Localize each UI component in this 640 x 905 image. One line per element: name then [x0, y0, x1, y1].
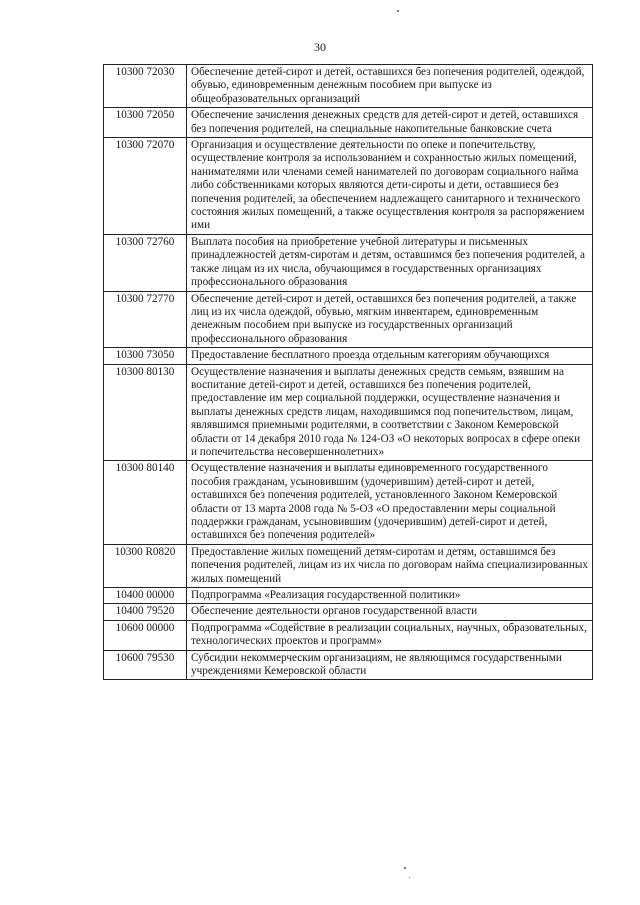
row-code: 10300 72050 [104, 108, 187, 138]
table-row [104, 108, 593, 138]
table-row [104, 588, 593, 604]
table-row [104, 348, 593, 364]
row-code: 10300 72770 [104, 291, 187, 348]
scan-speck [409, 877, 410, 878]
row-description: Выплата пособия на приобретение учебной литературы и письменных принадлежностей детям-сиротам и детям, оставшимся без попечения родителей, а также лицам из их числа, обучающимся в государственных организациях профессионального образования [187, 234, 593, 291]
table-row [104, 138, 593, 235]
row-description: Предоставление жилых помещений детям-сиротам и детям, оставшимся без попечения родителей, лицам из их числа по договорам найма специализированных жилых помещений [187, 544, 593, 587]
table-row [104, 461, 593, 544]
scan-speck [397, 10, 399, 12]
table-row [104, 650, 593, 680]
row-code: 10300 72760 [104, 234, 187, 291]
scan-speck [404, 867, 406, 869]
table-row [104, 234, 593, 291]
row-description: Обеспечение деятельности органов государственной власти [187, 604, 593, 620]
row-code: 10300 72030 [104, 65, 187, 108]
row-code: 10300 R0820 [104, 544, 187, 587]
row-code: 10400 79520 [104, 604, 187, 620]
table-row [104, 620, 593, 650]
row-description: Обеспечение зачисления денежных средств для детей-сирот и детей, оставшихся без попечения родителей, на специальные накопительные банковские счета [187, 108, 593, 138]
row-description: Подпрограмма «Содействие в реализации социальных, научных, образовательных, технологических проектов и программ» [187, 620, 593, 650]
row-code: 10300 80130 [104, 364, 187, 461]
row-description: Обеспечение детей-сирот и детей, оставшихся без попечения родителей, одеждой, обувью, единовременным денежным пособием при выпуске из общеобразовательных организаций [187, 65, 593, 108]
page-number: 30 [314, 40, 326, 54]
row-code: 10600 79530 [104, 650, 187, 680]
row-description: Субсидии некоммерческим организациям, не являющимся государственными учреждениями Кемеровской области [187, 650, 593, 680]
row-description: Подпрограмма «Реализация государственной политики» [187, 588, 593, 604]
row-description: Обеспечение детей-сирот и детей, оставшихся без попечения родителей, а также лиц из их числа одеждой, обувью, мягким инвентарем, единовременным денежным пособием при выпуске из государственных организаций профессионального образования [187, 291, 593, 348]
row-code: 10600 00000 [104, 620, 187, 650]
table-row [104, 544, 593, 587]
row-description: Осуществление назначения и выплаты единовременного государственного пособия гражданам, усыновившим (удочерившим) детей-сирот и детей, оставшихся без попечения родителей, установленного Законом Кемеровской области от 13 марта 2008 года № 5-ОЗ «О предоставлении меры социальной поддержки гражданам, усыновившим (удочерившим) детей-сирот и детей, оставшихся без попечения родителей» [187, 461, 593, 544]
row-description: Предоставление бесплатного проезда отдельным категориям обучающихся [187, 348, 593, 364]
table-row [104, 364, 593, 461]
table-row [104, 65, 593, 108]
budget-classification-table [103, 64, 593, 680]
table-row [104, 291, 593, 348]
table-row [104, 604, 593, 620]
row-code: 10400 00000 [104, 588, 187, 604]
row-code: 10300 80140 [104, 461, 187, 544]
row-code: 10300 73050 [104, 348, 187, 364]
row-code: 10300 72070 [104, 138, 187, 235]
row-description: Организация и осуществление деятельности по опеке и попечительству, осуществление контроля за использованием и сохранностью жилых помещений, нанимателями или членами семей нанимателей по договорам социального найма либо собственниками которых являются дети-сироты и дети, оставшиеся без попечения родителей, за обеспечением надлежащего санитарного и технического состояния жилых помещений, а также осуществления контроля за распоряжением ими [187, 138, 593, 235]
row-description: Осуществление назначения и выплаты денежных средств семьям, взявшим на воспитание детей-сирот и детей, оставшихся без попечения родителей, предоставление им мер социальной поддержки, осуществление назначения и выплаты денежных средств лицам, находившимся под попечительством, лицам, являвшимся приемными родителями, в соответствии с Законом Кемеровской области от 14 декабря 2010 года № 124-ОЗ «О некоторых вопросах в сфере опеки и попечительства несовершеннолетних» [187, 364, 593, 461]
